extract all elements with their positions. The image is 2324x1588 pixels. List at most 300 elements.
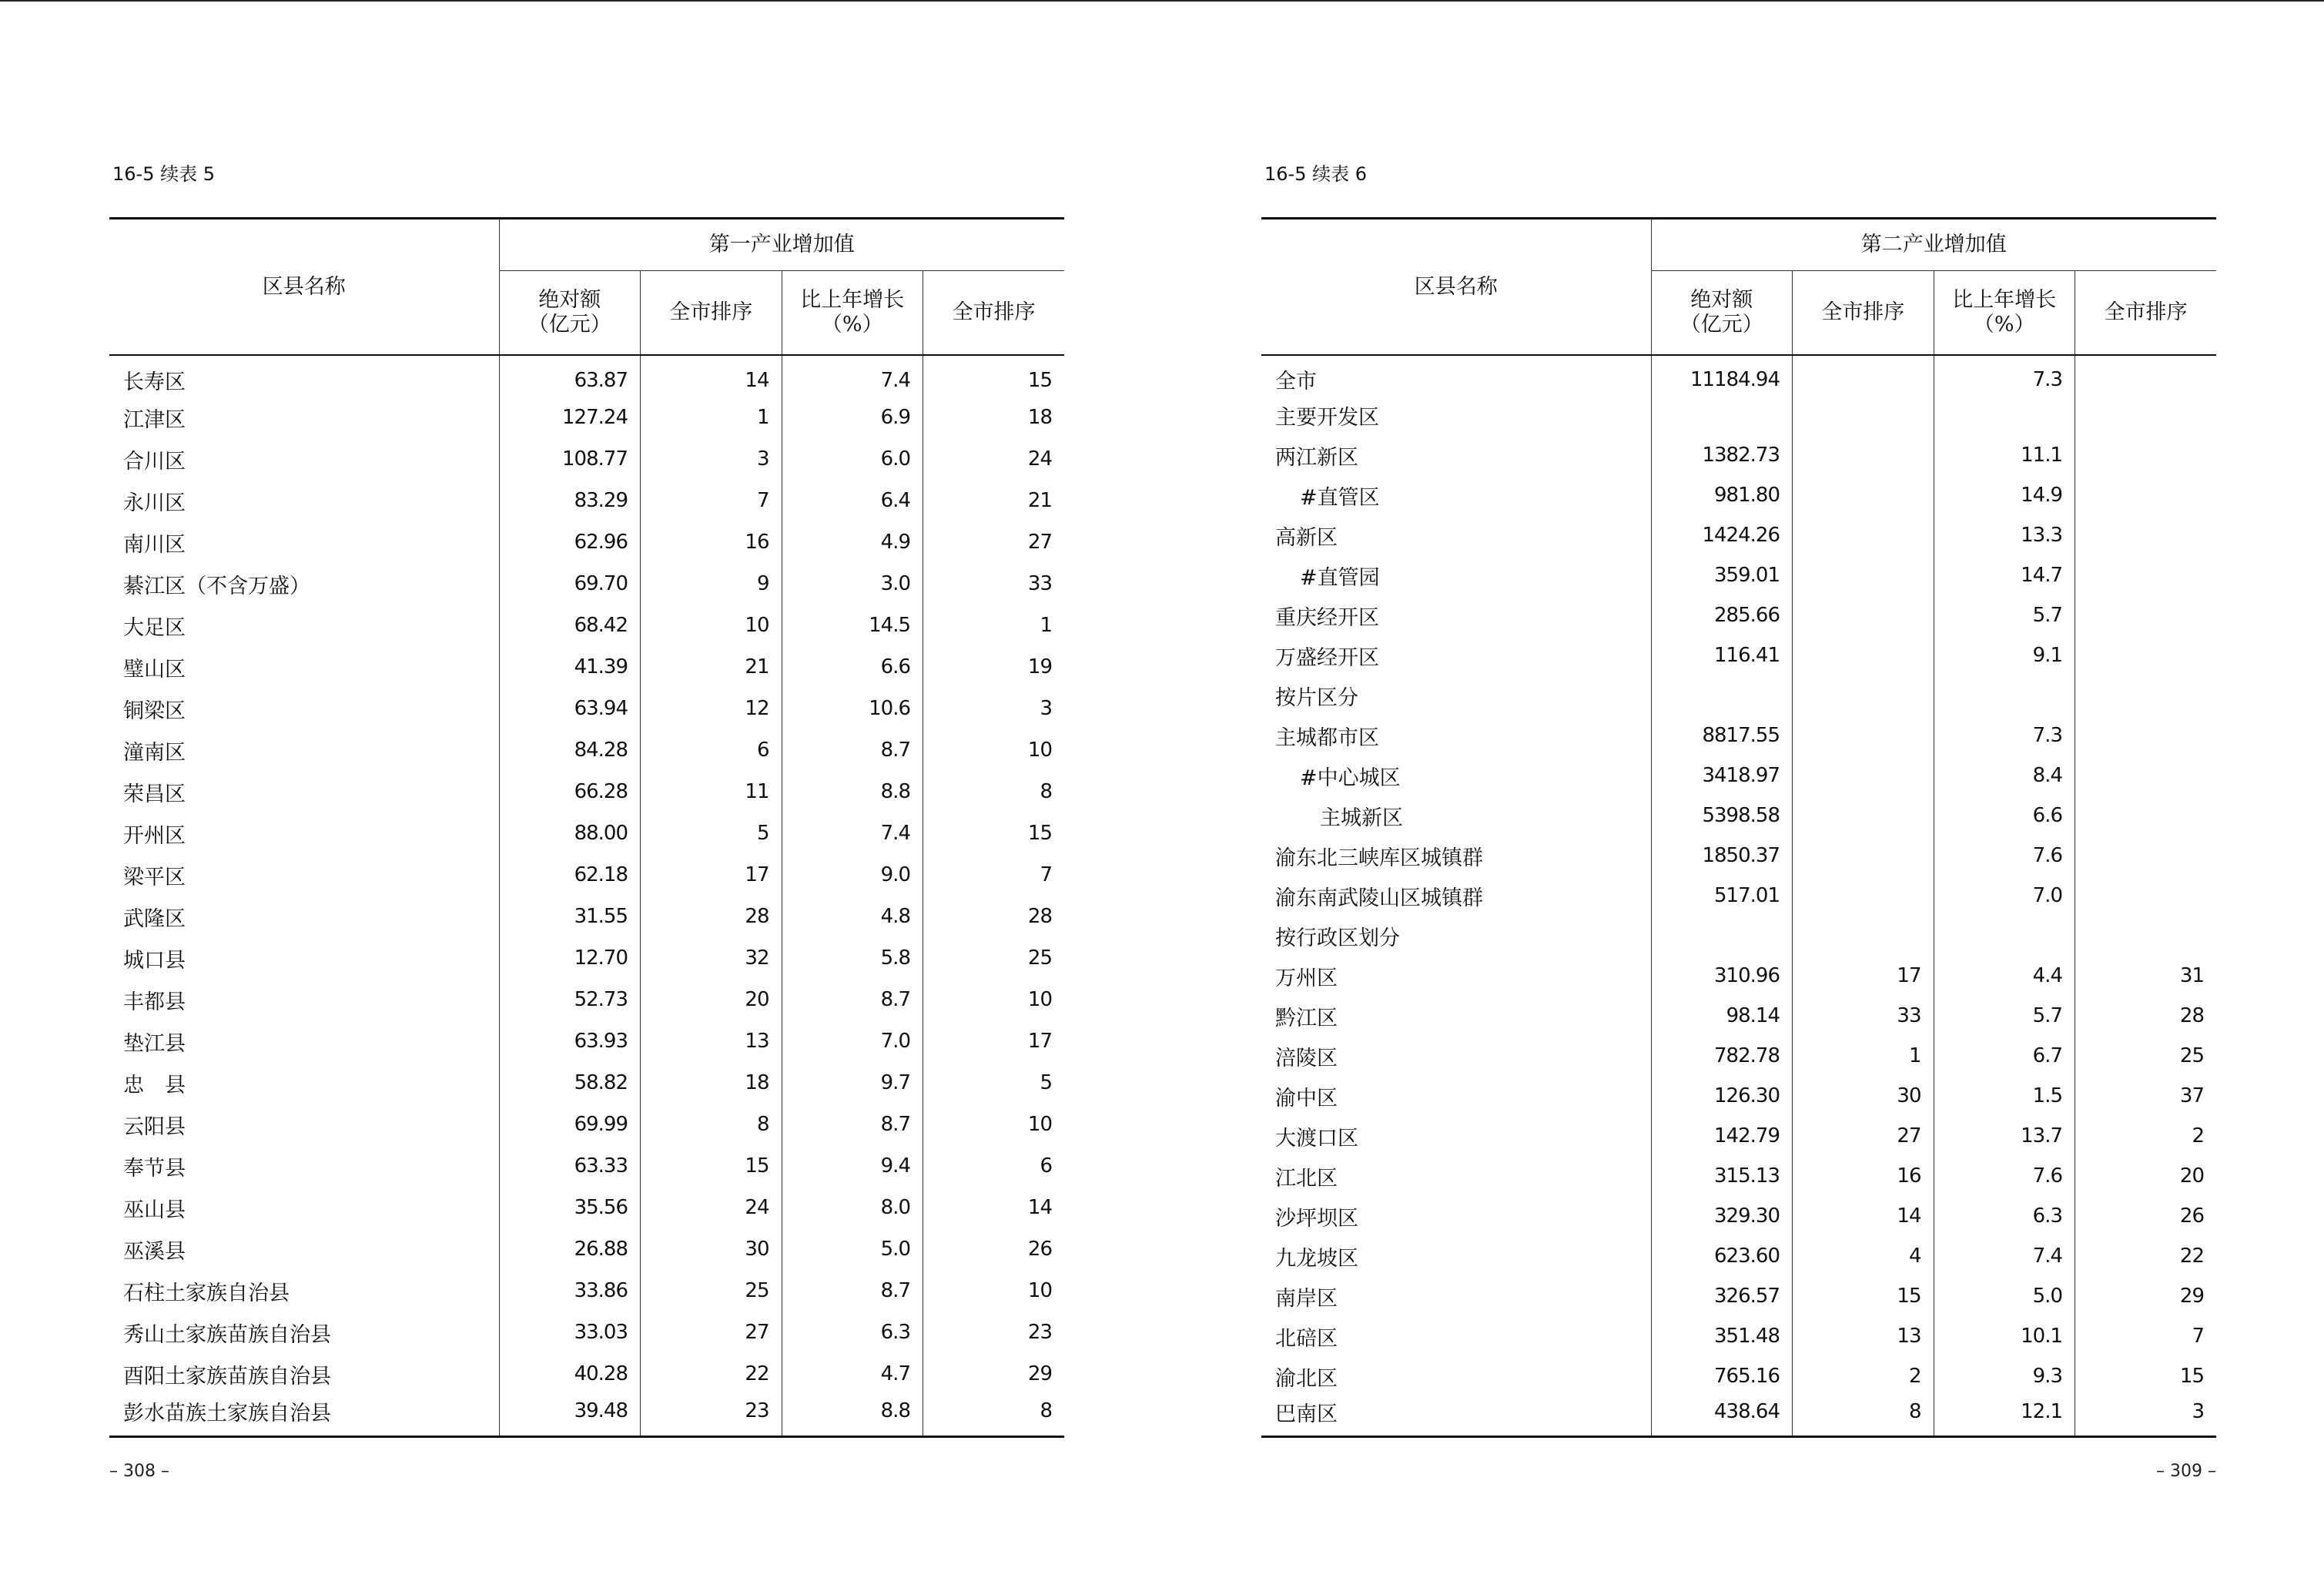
growth-rank-cell: 27 [1027,531,1052,554]
rank-cell: 9 [641,563,782,605]
growth-rank-cell: 31 [2179,964,2204,987]
growth-rank-cell: 15 [1027,822,1052,845]
growth-cell: 7.0 [1934,876,2075,916]
district-name-cell: 北碚区 [1261,1316,1651,1356]
amount-cell: 35.56 [499,1187,641,1228]
table-row [109,646,1064,688]
amount-cell: 83.29 [499,480,641,521]
growth-rank-cell: 25 [1027,946,1052,970]
growth-rank-cell: 8 [923,1395,1065,1436]
rank-cell: 15 [1793,1276,1934,1316]
growth-cell: 8.0 [782,1187,923,1228]
rank-cell: 30 [641,1228,782,1270]
rank-cell: 17 [641,854,782,896]
table-row [109,1104,1064,1145]
table-row [109,729,1064,771]
rank-cell [1793,515,1934,555]
growth-rank-cell [2075,635,2217,675]
growth-rank-cell [2075,475,2217,515]
page-number: – 308 – [109,1462,169,1481]
amount-cell: 12.70 [499,937,641,979]
district-name-cell: 主城都市区 [1261,715,1651,755]
secondary-industry-table [1261,217,2216,1438]
table-row [109,355,1064,397]
rank-cell: 14 [641,355,782,397]
growth-cell: 7.6 [1934,836,2075,876]
district-name-cell: 高新区 [1261,515,1651,555]
growth-cell: 9.7 [782,1062,923,1104]
table-row [1261,876,2216,916]
growth-rank-cell: 26 [1027,1238,1052,1261]
growth-cell: 9.3 [1934,1356,2075,1396]
district-name-cell: 万州区 [1261,956,1651,996]
growth-cell: 13.7 [1934,1116,2075,1156]
growth-cell: 6.6 [782,646,923,688]
rank-cell [1793,435,1934,475]
growth-rank-cell: 10 [1027,739,1052,762]
amount-cell: 66.28 [499,771,641,812]
table-row [1261,1356,2216,1396]
table-row [1261,1036,2216,1076]
table-row [109,1395,1064,1436]
table-row [1261,956,2216,996]
rank-cell [1793,796,1934,836]
growth-rank-cell: 5 [1040,1071,1052,1094]
growth-rank-cell: 21 [1027,489,1052,512]
amount-cell: 98.14 [1651,996,1793,1036]
district-name-cell: #中心城区 [1261,755,1651,796]
growth-cell: 4.7 [782,1353,923,1395]
district-name-cell: 江北区 [1261,1156,1651,1196]
rank-cell: 28 [641,896,782,937]
table-row [1261,715,2216,755]
rank-cell [1793,836,1934,876]
district-name-cell: 合川区 [109,438,499,480]
growth-rank-cell: 15 [1027,368,1052,392]
table-row [1261,1316,2216,1356]
amount-cell: 351.48 [1651,1316,1793,1356]
growth-cell: 7.3 [1934,715,2075,755]
table-row [109,1062,1064,1104]
amount-cell: 8817.55 [1651,715,1793,755]
growth-rank-cell: 14 [1027,1196,1052,1219]
growth-cell: 7.0 [782,1020,923,1062]
rank-cell: 6 [641,729,782,771]
district-name-header: 区县名称 [1261,219,1651,356]
district-name-cell: 渝东北三峡库区城镇群 [1261,836,1651,876]
growth-rank-cell: 29 [1027,1362,1052,1385]
amount-cell: 310.96 [1651,956,1793,996]
district-name-cell: 巴南区 [1261,1396,1651,1436]
district-name-cell: 巫溪县 [109,1228,499,1270]
amount-cell: 782.78 [1651,1036,1793,1076]
growth-rank-cell [2075,715,2217,755]
group-header: 第一产业增加值 [499,219,1064,271]
amount-cell: 127.24 [499,397,641,438]
rank-cell: 23 [641,1395,782,1436]
district-name-cell: 永川区 [109,480,499,521]
amount-cell: 142.79 [1651,1116,1793,1156]
table-row [1261,595,2216,635]
table-row [109,521,1064,563]
growth-rank-cell [2075,675,2217,715]
rank-cell [1793,555,1934,595]
amount-cell: 5398.58 [1651,796,1793,836]
amount-cell: 41.39 [499,646,641,688]
table-title: 16-5 续表 6 [1264,163,1367,185]
growth-cell: 9.0 [782,854,923,896]
amount-cell: 285.66 [1651,595,1793,635]
rank-cell: 8 [1793,1396,1934,1436]
col-header-growth: 比上年增长 （%） [782,271,923,356]
table-row [109,771,1064,812]
district-name-cell: 铜梁区 [109,688,499,729]
table-row [109,1020,1064,1062]
amount-cell: 26.88 [499,1228,641,1270]
amount-cell: 84.28 [499,729,641,771]
amount-cell: 108.77 [499,438,641,480]
growth-rank-cell: 3 [1040,697,1052,720]
amount-cell: 62.18 [499,854,641,896]
growth-rank-cell: 3 [2075,1396,2217,1436]
growth-cell: 8.7 [782,1104,923,1145]
growth-rank-cell [2075,796,2217,836]
rank-cell [1793,475,1934,515]
growth-rank-cell: 10 [1027,1113,1052,1136]
rank-cell: 8 [641,1104,782,1145]
district-name-cell: 璧山区 [109,646,499,688]
rank-cell: 12 [641,688,782,729]
amount-cell: 1382.73 [1651,435,1793,475]
district-name-cell: 石柱土家族自治县 [109,1270,499,1312]
amount-cell: 517.01 [1651,876,1793,916]
rank-cell: 24 [641,1187,782,1228]
amount-cell: 69.99 [499,1104,641,1145]
district-name-cell: 江津区 [109,397,499,438]
district-name-cell: 大渡口区 [1261,1116,1651,1156]
growth-cell: 10.1 [1934,1316,2075,1356]
growth-cell: 5.0 [782,1228,923,1270]
amount-cell [1651,395,1793,435]
table-row [1261,1396,2216,1436]
district-name-cell: 按行政区划分 [1261,916,1651,956]
rank-cell: 10 [641,605,782,646]
amount-cell: 58.82 [499,1062,641,1104]
top-border-rule [0,0,2324,2]
growth-rank-cell: 28 [2179,1004,2204,1027]
growth-cell: 5.8 [782,937,923,979]
rank-cell: 21 [641,646,782,688]
district-name-cell: 云阳县 [109,1104,499,1145]
rank-cell [1793,355,1934,395]
rank-cell [1793,595,1934,635]
table-row [1261,395,2216,435]
table-row [1261,1276,2216,1316]
table-row [109,1145,1064,1187]
growth-rank-cell: 28 [1027,905,1052,928]
rank-cell: 33 [1793,996,1934,1036]
district-name-cell: #直管园 [1261,555,1651,595]
growth-cell: 5.7 [1934,996,2075,1036]
amount-cell: 1424.26 [1651,515,1793,555]
growth-rank-cell: 15 [2179,1365,2204,1388]
page-number: – 309 – [2156,1462,2216,1481]
amount-cell: 62.96 [499,521,641,563]
growth-cell: 11.1 [1934,435,2075,475]
table-row [109,563,1064,605]
rank-cell: 27 [1793,1116,1934,1156]
district-name-cell: 渝东南武陵山区城镇群 [1261,876,1651,916]
table-row [109,605,1064,646]
growth-cell: 6.9 [782,397,923,438]
growth-rank-cell: 18 [1027,406,1052,429]
growth-rank-cell [2075,836,2217,876]
table-row [109,1187,1064,1228]
col-header-rank: 全市排序 [1793,271,1934,356]
amount-cell: 116.41 [1651,635,1793,675]
district-name-cell: #直管区 [1261,475,1651,515]
district-name-cell: 开州区 [109,812,499,854]
district-name-cell: 彭水苗族土家族自治县 [109,1395,499,1436]
table-row [1261,475,2216,515]
rank-cell: 16 [641,521,782,563]
district-name-cell: 南川区 [109,521,499,563]
growth-cell: 6.6 [1934,796,2075,836]
growth-rank-cell: 37 [2179,1084,2204,1107]
table-row [109,438,1064,480]
primary-industry-table [109,217,1064,1438]
amount-cell: 88.00 [499,812,641,854]
col-header-growth-rank: 全市排序 [923,271,1065,356]
growth-rank-cell: 23 [1027,1321,1052,1344]
growth-cell: 10.6 [782,688,923,729]
amount-cell: 326.57 [1651,1276,1793,1316]
growth-cell: 14.7 [1934,555,2075,595]
rank-cell [1793,635,1934,675]
growth-cell [1934,395,2075,435]
growth-cell [1934,675,2075,715]
amount-cell: 69.70 [499,563,641,605]
rank-cell: 7 [641,480,782,521]
growth-rank-cell [2075,916,2217,956]
growth-rank-cell: 24 [1027,447,1052,471]
growth-rank-cell: 7 [2192,1325,2204,1348]
district-name-cell: 奉节县 [109,1145,499,1187]
growth-cell: 7.4 [1934,1236,2075,1276]
growth-cell: 12.1 [1934,1396,2075,1436]
growth-cell: 1.5 [1934,1076,2075,1116]
growth-cell: 4.4 [1934,956,2075,996]
table-row [109,1353,1064,1395]
growth-rank-cell: 7 [1040,863,1052,886]
rank-cell: 1 [1793,1036,1934,1076]
table-row [109,937,1064,979]
growth-cell: 8.4 [1934,755,2075,796]
growth-cell: 6.4 [782,480,923,521]
col-header-rank: 全市排序 [641,271,782,356]
table-row [1261,996,2216,1036]
growth-cell: 3.0 [782,563,923,605]
rank-cell: 3 [641,438,782,480]
growth-cell: 9.4 [782,1145,923,1187]
district-name-cell: 城口县 [109,937,499,979]
growth-cell: 8.7 [782,979,923,1020]
rank-cell: 22 [641,1353,782,1395]
rank-cell: 32 [641,937,782,979]
table-row [1261,1156,2216,1196]
growth-cell: 5.7 [1934,595,2075,635]
growth-cell: 9.1 [1934,635,2075,675]
rank-cell: 13 [641,1020,782,1062]
district-name-cell: 丰都县 [109,979,499,1020]
table-row [1261,435,2216,475]
growth-cell: 6.3 [1934,1196,2075,1236]
table-row [1261,555,2216,595]
amount-cell: 438.64 [1651,1396,1793,1436]
growth-cell: 5.0 [1934,1276,2075,1316]
growth-rank-cell: 25 [2179,1044,2204,1067]
growth-rank-cell: 10 [1027,988,1052,1011]
rank-cell: 15 [641,1145,782,1187]
rank-cell: 25 [641,1270,782,1312]
growth-cell: 7.3 [1934,355,2075,395]
district-name-header: 区县名称 [109,219,499,356]
table-row [1261,1076,2216,1116]
rank-cell: 5 [641,812,782,854]
table-row [1261,635,2216,675]
amount-cell: 33.86 [499,1270,641,1312]
district-name-cell: 渝北区 [1261,1356,1651,1396]
growth-cell: 8.8 [782,771,923,812]
growth-cell: 7.4 [782,355,923,397]
district-name-cell: 荣昌区 [109,771,499,812]
growth-cell: 8.7 [782,1270,923,1312]
table-row [109,1312,1064,1353]
amount-cell: 1850.37 [1651,836,1793,876]
district-name-cell: 潼南区 [109,729,499,771]
amount-cell: 33.03 [499,1312,641,1353]
amount-cell [1651,675,1793,715]
rank-cell: 1 [641,397,782,438]
growth-rank-cell [2075,555,2217,595]
growth-cell: 6.7 [1934,1036,2075,1076]
district-name-cell: 垫江县 [109,1020,499,1062]
growth-cell: 4.9 [782,521,923,563]
growth-cell: 13.3 [1934,515,2075,555]
district-name-cell: 两江新区 [1261,435,1651,475]
growth-rank-cell: 19 [1027,655,1052,678]
amount-cell: 63.87 [499,355,641,397]
district-name-cell: 长寿区 [109,355,499,397]
amount-cell: 359.01 [1651,555,1793,595]
district-name-cell: 沙坪坝区 [1261,1196,1651,1236]
growth-rank-cell [2075,515,2217,555]
district-name-cell: 大足区 [109,605,499,646]
growth-rank-cell: 6 [1040,1154,1052,1178]
rank-cell [1793,755,1934,796]
amount-cell: 11184.94 [1651,355,1793,395]
rank-cell: 16 [1793,1156,1934,1196]
growth-cell: 4.8 [782,896,923,937]
district-name-cell: 九龙坡区 [1261,1236,1651,1276]
col-header-amount: 绝对额 （亿元） [1651,271,1793,356]
rank-cell [1793,876,1934,916]
rank-cell: 4 [1793,1236,1934,1276]
table-row [1261,1116,2216,1156]
rank-cell: 14 [1793,1196,1934,1236]
amount-cell: 623.60 [1651,1236,1793,1276]
amount-cell [1651,916,1793,956]
table-title: 16-5 续表 5 [112,163,215,185]
amount-cell: 63.94 [499,688,641,729]
growth-cell: 14.9 [1934,475,2075,515]
growth-rank-cell: 17 [1027,1030,1052,1053]
growth-cell: 14.5 [782,605,923,646]
table-row [1261,1236,2216,1276]
amount-cell: 126.30 [1651,1076,1793,1116]
rank-cell: 2 [1793,1356,1934,1396]
growth-rank-cell: 29 [2179,1285,2204,1308]
amount-cell: 981.80 [1651,475,1793,515]
table-row [109,688,1064,729]
growth-rank-cell [2075,395,2217,435]
col-header-growth-rank: 全市排序 [2075,271,2217,356]
district-name-cell: 南岸区 [1261,1276,1651,1316]
district-name-cell: 巫山县 [109,1187,499,1228]
table-row [1261,1196,2216,1236]
district-name-cell: 武隆区 [109,896,499,937]
table-row [1261,796,2216,836]
growth-rank-cell: 22 [2179,1245,2204,1268]
district-name-cell: 按片区分 [1261,675,1651,715]
table-row [1261,755,2216,796]
amount-cell: 329.30 [1651,1196,1793,1236]
col-header-amount: 绝对额 （亿元） [499,271,641,356]
district-name-cell: 渝中区 [1261,1076,1651,1116]
growth-rank-cell: 2 [2192,1124,2204,1147]
table-row [109,397,1064,438]
amount-cell: 315.13 [1651,1156,1793,1196]
amount-cell: 39.48 [499,1395,641,1436]
growth-rank-cell [2075,355,2217,395]
growth-rank-cell: 10 [1027,1279,1052,1302]
table-row [1261,675,2216,715]
amount-cell: 63.33 [499,1145,641,1187]
rank-cell: 18 [641,1062,782,1104]
growth-rank-cell [2075,876,2217,916]
table-row [109,480,1064,521]
amount-cell: 765.16 [1651,1356,1793,1396]
district-name-cell: 万盛经开区 [1261,635,1651,675]
district-name-cell: 全市 [1261,355,1651,395]
rank-cell: 30 [1793,1076,1934,1116]
district-name-cell: 主要开发区 [1261,395,1651,435]
growth-rank-cell [2075,755,2217,796]
growth-cell: 7.4 [782,812,923,854]
growth-cell: 6.3 [782,1312,923,1353]
growth-cell [1934,916,2075,956]
rank-cell [1793,395,1934,435]
growth-cell: 8.7 [782,729,923,771]
table-row [109,854,1064,896]
growth-rank-cell: 20 [2179,1164,2204,1188]
table-row [109,812,1064,854]
table-row [1261,916,2216,956]
district-name-cell: 酉阳土家族苗族自治县 [109,1353,499,1395]
growth-rank-cell [2075,435,2217,475]
growth-rank-cell: 8 [1040,780,1052,803]
amount-cell: 52.73 [499,979,641,1020]
